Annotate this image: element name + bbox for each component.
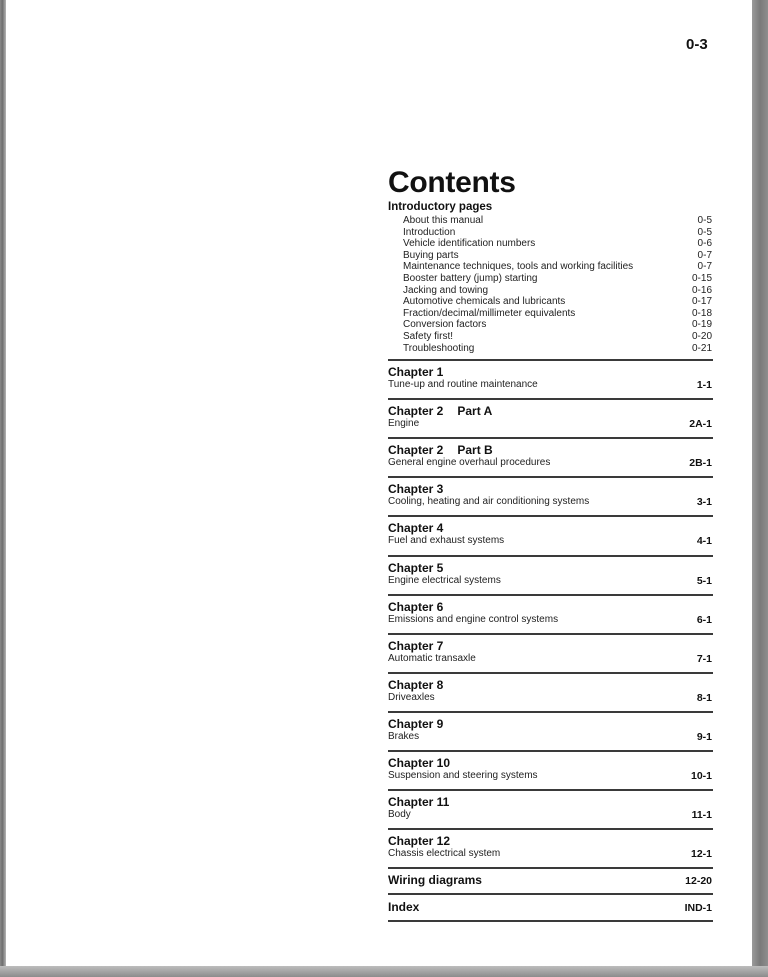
entry-page: 0-17	[691, 296, 712, 308]
contents-block	[388, 166, 713, 354]
chapter-number: Chapter 9	[388, 717, 444, 731]
entry-label: Conversion factors	[403, 319, 487, 331]
chapter-number: Chapter 11	[388, 795, 450, 809]
entry-label: Automotive chemicals and lubricants	[403, 296, 566, 308]
entry-label: Introduction	[403, 226, 456, 238]
chapter-page: 1-1	[696, 379, 712, 391]
chapter-heading	[388, 717, 713, 731]
divider	[388, 789, 713, 791]
chapter-description: Fuel and exhaust systems	[388, 535, 505, 546]
chapter-heading	[388, 678, 713, 692]
chapter-entry[interactable]	[388, 600, 713, 626]
chapter-page: 2A-1	[689, 418, 712, 430]
scan-edge-left	[0, 0, 6, 977]
chapter-entry[interactable]	[388, 717, 713, 743]
chapter-number: Chapter 2	[388, 443, 444, 457]
toc-entry[interactable]	[388, 238, 713, 250]
divider	[388, 398, 713, 400]
divider	[388, 633, 713, 635]
chapter-page: 6-1	[696, 614, 712, 626]
chapter-number: Chapter 4	[388, 521, 444, 535]
divider	[388, 750, 713, 752]
chapter-part: Part B	[457, 443, 493, 457]
divider	[388, 594, 713, 596]
chapter-heading	[388, 482, 713, 496]
divider	[388, 828, 713, 830]
chapter-page: 5-1	[696, 575, 712, 587]
entry-page: 0-5	[697, 215, 712, 226]
chapter-page: 9-1	[696, 731, 712, 743]
chapter-heading	[388, 521, 713, 535]
introductory-list	[388, 215, 713, 354]
introductory-heading: Introductory pages	[388, 201, 493, 213]
chapter-heading	[388, 365, 713, 379]
divider	[388, 711, 713, 713]
chapter-number: Chapter 6	[388, 600, 444, 614]
divider	[388, 920, 713, 922]
chapter-description: Engine	[388, 418, 420, 429]
chapter-description: Tune-up and routine maintenance	[388, 379, 538, 390]
toc-entry[interactable]	[388, 273, 713, 285]
chapter-entry[interactable]	[388, 482, 713, 508]
toc-entry[interactable]	[388, 343, 713, 355]
divider	[388, 867, 713, 869]
entry-label: About this manual	[403, 215, 484, 226]
chapter-page: 11-1	[691, 809, 712, 821]
page-title: Contents	[388, 166, 516, 199]
entry-page: 0-5	[697, 226, 712, 238]
entry-page: 0-19	[691, 319, 712, 331]
chapter-number: Chapter 1	[388, 365, 444, 379]
chapter-number: Chapter 8	[388, 678, 444, 692]
chapter-heading	[388, 600, 713, 614]
chapter-description: Body	[388, 809, 411, 820]
index-entry[interactable]	[388, 900, 713, 914]
entry-label: Fraction/decimal/millimeter equivalents	[403, 307, 576, 319]
toc-entry[interactable]	[388, 227, 713, 239]
chapter-description: Cooling, heating and air conditioning systems	[388, 496, 590, 507]
divider	[388, 555, 713, 557]
chapter-page: 12-1	[690, 848, 712, 860]
chapter-description: General engine overhaul procedures	[388, 457, 551, 468]
chapter-heading	[388, 834, 713, 848]
entry-label: Safety first!	[403, 330, 454, 342]
chapter-number: Chapter 3	[388, 482, 444, 496]
chapter-page: 8-1	[696, 692, 712, 704]
toc-entry[interactable]	[388, 250, 713, 262]
entry-label: Vehicle identification numbers	[403, 238, 536, 250]
chapter-description: Engine electrical systems	[388, 575, 501, 586]
entry-page: 0-7	[697, 261, 712, 273]
scan-edge-bottom	[0, 966, 768, 977]
chapter-part: Part A	[457, 404, 493, 418]
chapter-number: Chapter 5	[388, 561, 444, 575]
chapter-description: Brakes	[388, 731, 420, 742]
chapter-number: Chapter 7	[388, 639, 444, 653]
entry-label: Wiring diagrams	[388, 873, 482, 887]
chapter-page: 3-1	[696, 496, 712, 508]
entry-label: Jacking and towing	[403, 284, 489, 296]
chapter-heading	[388, 404, 713, 418]
entry-page: 0-18	[691, 307, 712, 319]
entry-label: Index	[388, 900, 420, 914]
entry-page: 0-15	[691, 272, 712, 284]
divider	[388, 672, 713, 674]
chapter-entry[interactable]	[388, 834, 713, 860]
entry-label: Buying parts	[403, 249, 459, 261]
entry-label: Maintenance techniques, tools and working facilities	[403, 261, 634, 273]
chapter-entry[interactable]	[388, 365, 713, 391]
entry-page: 0-20	[691, 330, 712, 342]
chapter-page: 4-1	[696, 535, 712, 547]
chapter-entry[interactable]	[388, 404, 713, 430]
divider	[388, 476, 713, 478]
toc-entry[interactable]	[388, 261, 713, 273]
entry-page: 12-20	[685, 875, 712, 887]
divider	[388, 893, 713, 895]
entry-label: Troubleshooting	[403, 342, 475, 354]
entry-page: 0-21	[691, 342, 712, 354]
chapter-page: 7-1	[696, 653, 712, 665]
entry-page: IND-1	[684, 902, 712, 914]
toc-entry[interactable]	[388, 296, 713, 308]
chapter-description: Driveaxles	[388, 692, 435, 703]
chapter-heading	[388, 795, 713, 809]
page-number: 0-3	[686, 36, 708, 53]
toc-entry[interactable]	[388, 319, 713, 331]
chapter-description: Suspension and steering systems	[388, 770, 538, 781]
chapter-number: Chapter 2	[388, 404, 444, 418]
divider	[388, 359, 713, 361]
toc-entry[interactable]	[388, 308, 713, 320]
chapter-entry[interactable]	[388, 678, 713, 704]
chapter-page: 2B-1	[689, 457, 712, 469]
toc-entry[interactable]	[388, 215, 713, 227]
chapter-entry[interactable]	[388, 795, 713, 821]
divider	[388, 437, 713, 439]
scan-edge-right	[752, 0, 768, 977]
chapter-description: Emissions and engine control systems	[388, 614, 559, 625]
chapter-heading	[388, 561, 713, 575]
entry-page: 0-16	[691, 284, 712, 296]
chapter-page: 10-1	[690, 770, 712, 782]
entry-page: 0-7	[697, 249, 712, 261]
chapter-entry[interactable]	[388, 756, 713, 782]
toc-entry[interactable]	[388, 331, 713, 343]
chapter-number: Chapter 12	[388, 834, 451, 848]
chapter-heading	[388, 443, 713, 457]
entry-label: Booster battery (jump) starting	[403, 272, 538, 284]
chapter-entry[interactable]	[388, 639, 713, 665]
chapter-description: Automatic transaxle	[388, 653, 476, 664]
entry-page: 0-6	[697, 238, 712, 250]
chapter-entry[interactable]	[388, 443, 713, 469]
chapter-description: Chassis electrical system	[388, 848, 501, 859]
chapter-entry[interactable]	[388, 561, 713, 587]
divider	[388, 515, 713, 517]
chapter-entry[interactable]	[388, 521, 713, 547]
wiring-diagrams-entry[interactable]	[388, 873, 713, 887]
toc-entry[interactable]	[388, 285, 713, 297]
chapter-number: Chapter 10	[388, 756, 451, 770]
chapter-heading	[388, 639, 713, 653]
chapter-heading	[388, 756, 713, 770]
